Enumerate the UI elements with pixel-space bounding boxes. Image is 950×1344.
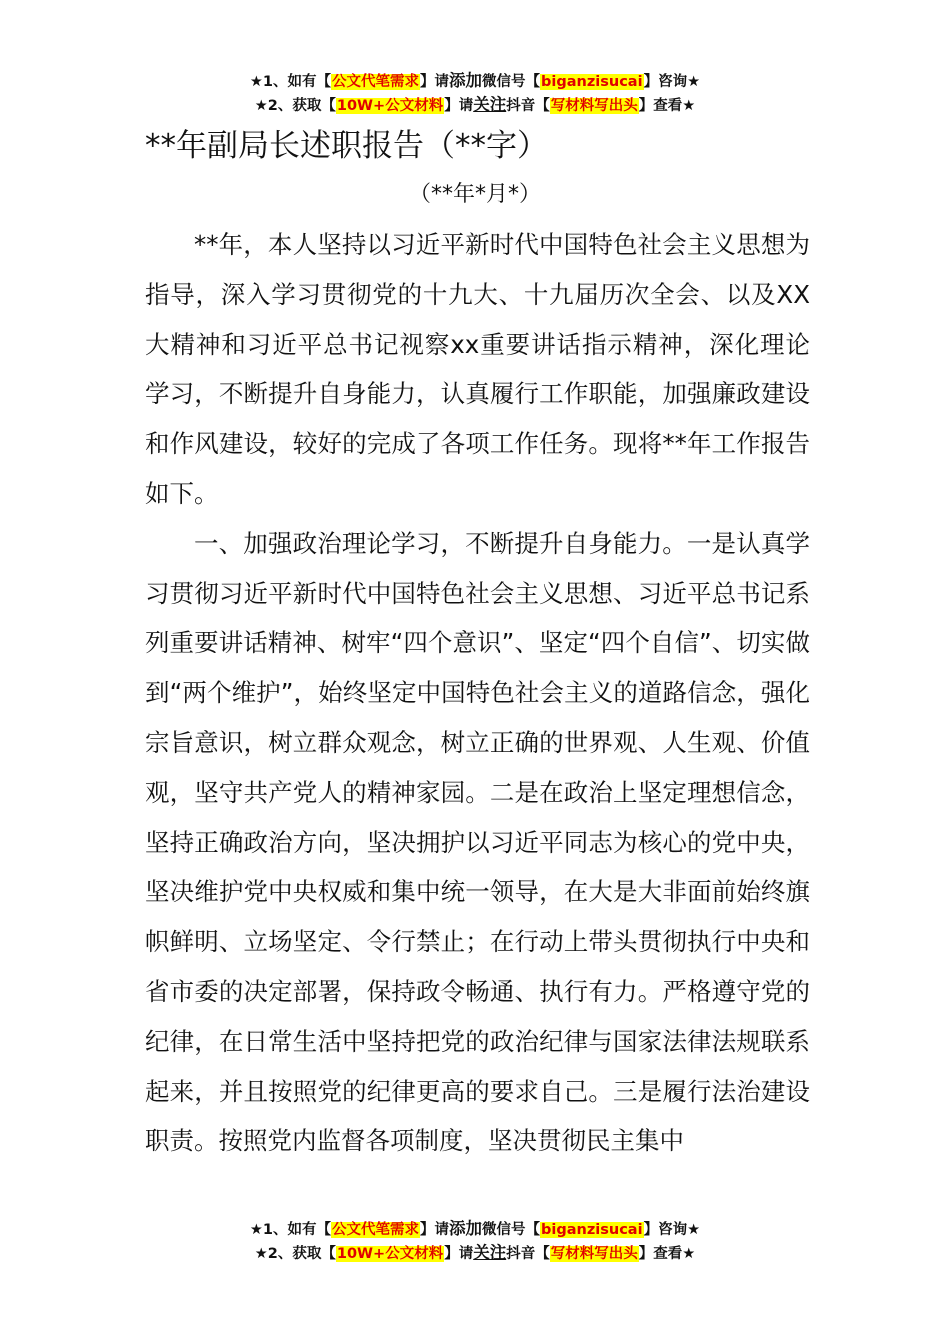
document-title: **年副局长述职报告（**字） <box>145 128 548 164</box>
promo-line-2 <box>0 1242 950 1266</box>
promo-highlight: 10W+公文材料 <box>336 98 444 114</box>
document-body <box>145 220 810 1166</box>
promo-emphasis: 添加 <box>449 1219 483 1238</box>
promo-text: 】咨询★ <box>643 74 701 90</box>
promo-text: 】请 <box>444 98 474 114</box>
promo-text: 抖音【 <box>506 1246 550 1262</box>
promo-text: ★2、获取【 <box>254 98 336 114</box>
promo-footer <box>0 1218 950 1266</box>
promo-wechat-id: biganzisucai <box>541 74 643 90</box>
promo-text: ★1、如有【 <box>249 1222 332 1238</box>
promo-header <box>0 70 950 118</box>
promo-text: 微信号【 <box>482 74 541 90</box>
promo-douyin-id: 写材料写出头 <box>550 98 638 114</box>
promo-text: 】查看★ <box>638 98 696 114</box>
promo-text: 】请 <box>420 74 450 90</box>
promo-text: 】请 <box>444 1246 474 1262</box>
document-date: （**年*月*） <box>408 182 541 207</box>
promo-highlight: 公文代笔需求 <box>332 1222 420 1238</box>
promo-text: 】请 <box>420 1222 450 1238</box>
promo-line-2 <box>0 94 950 118</box>
promo-line-1 <box>0 1218 950 1242</box>
promo-highlight: 10W+公文材料 <box>336 1246 444 1262</box>
promo-emphasis: 添加 <box>449 71 483 90</box>
paragraph-intro: **年，本人坚持以习近平新时代中国特色社会主义思想为指导，深入学习贯彻党的十九大、十九届历次全会、以及XX大精神和习近平总书记视察xx重要讲话指示精神，深化理论学习，不断提升自身能力，认真履行工作职能，加强廉政建设和作风建设，较好的完成了各项工作任务。现将**年工作报告如下。 <box>145 230 810 508</box>
promo-line-1 <box>0 70 950 94</box>
promo-douyin-id: 写材料写出头 <box>550 1246 638 1262</box>
promo-text: 】查看★ <box>638 1246 696 1262</box>
promo-emphasis: 关注 <box>473 95 507 114</box>
promo-emphasis: 关注 <box>473 1243 507 1262</box>
promo-text: ★1、如有【 <box>249 74 332 90</box>
promo-wechat-id: biganzisucai <box>541 1222 643 1238</box>
promo-text: 】咨询★ <box>643 1222 701 1238</box>
paragraph-section-1: 一、加强政治理论学习，不断提升自身能力。一是认真学习贯彻习近平新时代中国特色社会主义思想、习近平总书记系列重要讲话精神、树牢“四个意识”、坚定“四个自信”、切实做到“两个维护”，始终坚定中国特色社会主义的道路信念，强化宗旨意识，树立群众观念，树立正确的世界观、人生观、价值观，坚守共产党人的精神家园。二是在政治上坚定理想信念，坚持正确政治方向，坚决拥护以习近平同志为核心的党中央，坚决维护党中央权威和集中统一领导，在大是大非面前始终旗帜鲜明、立场坚定、令行禁止；在行动上带头贯彻执行中央和省市委的决定部署，保持政令畅通、执行有力。严格遵守党的纪律，在日常生活中坚持把党的政治纪律与国家法律法规联系起来，并且按照党的纪律更高的要求自己。三是履行法治建设职责。按照党内监督各项制度，坚决贯彻民主集中 <box>145 528 810 1156</box>
promo-text: 微信号【 <box>482 1222 541 1238</box>
promo-text: 抖音【 <box>506 98 550 114</box>
promo-text: ★2、获取【 <box>254 1246 336 1262</box>
promo-highlight: 公文代笔需求 <box>332 74 420 90</box>
